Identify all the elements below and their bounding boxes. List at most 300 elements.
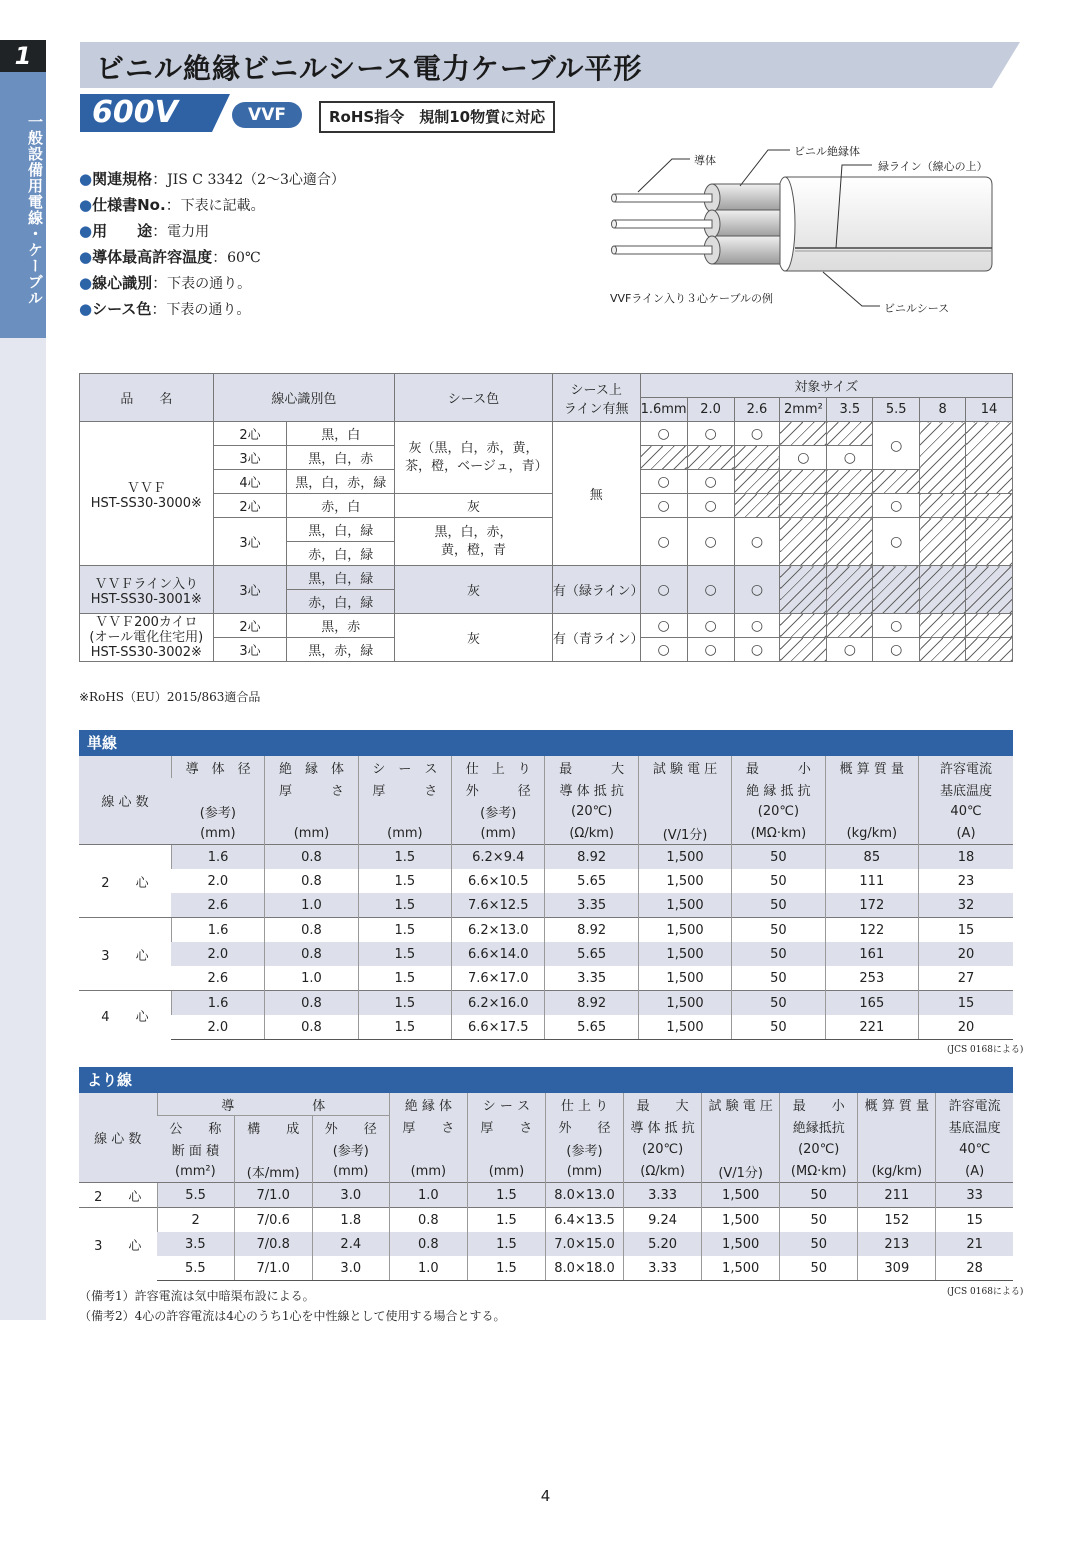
table-cell: 1.6 (171, 991, 264, 1016)
core-count: 3心 (213, 446, 287, 470)
header-core-color: 線心識別色 (213, 374, 394, 422)
table-cell: 7/0.6 (234, 1208, 312, 1233)
table-cell: 20 (919, 1015, 1013, 1040)
table-cell: 50 (732, 991, 825, 1016)
diagram-caption: VVFライン入り３心ケーブルの例 (610, 292, 774, 305)
h-res: (Ω/km) (624, 1160, 702, 1183)
h-od: 仕 上 り (452, 756, 545, 778)
na-cell (873, 470, 920, 494)
h-weight: (kg/km) (858, 1160, 936, 1183)
table-row (79, 1208, 1013, 1233)
table-cell: 85 (825, 845, 918, 870)
header-product-name: 品 名 (80, 374, 214, 422)
table-cell: 1,500 (638, 893, 731, 918)
table-cell: 50 (732, 1015, 825, 1040)
table-cell: 7/1.0 (234, 1183, 312, 1208)
h-area: 断 面 積 (157, 1138, 234, 1160)
h-sheath: 厚 さ (467, 1116, 545, 1139)
label-green-line: 緑ライン（線心の上） (878, 160, 988, 173)
table-cell: 6.2×16.0 (452, 991, 545, 1016)
table-cell: 122 (825, 918, 918, 943)
table-cell: 1.0 (265, 966, 358, 991)
table-cell: 152 (858, 1208, 936, 1233)
label-insulator: ビニル絶縁体 (794, 145, 860, 158)
table-cell: 3.33 (624, 1183, 702, 1208)
table-cell: 1,500 (638, 966, 731, 991)
avail-mark: ○ (687, 566, 734, 614)
table-cell: 1,500 (638, 991, 731, 1016)
h-ins: 絶 縁 体 (389, 1093, 467, 1116)
table-cell: 1.5 (467, 1256, 545, 1281)
h-ins: (mm) (265, 822, 358, 845)
avail-mark: ○ (734, 422, 780, 446)
na-cell (827, 566, 873, 614)
h-volt: 試 験 電 圧 (702, 1093, 780, 1116)
spec-item: ●導体最高許容温度：60℃ (79, 248, 261, 266)
na-cell (966, 494, 1013, 518)
avail-mark: ○ (640, 638, 687, 662)
table-cell: 8.92 (545, 918, 638, 943)
table-cell: 1,500 (638, 942, 731, 966)
section-solid-title: 単線 (79, 730, 1013, 756)
table-cell: 9.24 (624, 1208, 702, 1233)
table-cell: 1,500 (702, 1256, 780, 1281)
table-cell: 211 (858, 1183, 936, 1208)
table-cell: 1.5 (358, 893, 451, 918)
table-row (79, 893, 1013, 918)
table-cell: 1,500 (702, 1183, 780, 1208)
na-cell (966, 638, 1013, 662)
table-cell: 1,500 (638, 845, 731, 870)
sheath-gray: 灰 (395, 566, 553, 614)
spec-item: ●線心識別：下表の通り。 (79, 274, 252, 292)
vvf-badge: VVF (232, 102, 302, 128)
core-colors: 黒，白 (287, 422, 395, 446)
na-cell (780, 614, 827, 638)
na-cell (780, 638, 827, 662)
h-weight: (kg/km) (825, 822, 918, 845)
side-tab (0, 40, 46, 1320)
table-cell: 1.0 (265, 893, 358, 918)
chapter-label: 一般設備用電線・ケーブル (0, 72, 46, 338)
table-cell: 3.0 (312, 1183, 389, 1208)
table-cell: 50 (780, 1256, 858, 1281)
na-cell (827, 614, 873, 638)
table-cell: 18 (919, 845, 1013, 870)
size-header: 3.5 (827, 398, 873, 422)
table-row (79, 1015, 1013, 1040)
table-cell: 50 (732, 845, 825, 870)
h-sheath: (mm) (467, 1160, 545, 1183)
table-cell: 2.6 (207, 970, 229, 986)
label-conductor: 導体 (694, 154, 716, 167)
table-cell: 27 (919, 966, 1013, 991)
avail-mark: ○ (687, 638, 734, 662)
table-row (79, 991, 1013, 1016)
h-sheath: シ ー ス (358, 756, 451, 778)
h-cond-od: (mm) (312, 1160, 389, 1183)
table-cell: 5.65 (545, 1015, 638, 1040)
table-cell: 7/1.0 (234, 1256, 312, 1281)
h-res: 導 体 抵 抗 (624, 1116, 702, 1139)
table-cell: 28 (936, 1256, 1013, 1281)
table-row (79, 1232, 1013, 1256)
h-sheath: 厚 さ (358, 778, 451, 800)
table-cell: 32 (919, 893, 1013, 918)
table-cell: 1,500 (638, 869, 731, 893)
avail-mark: ○ (734, 638, 780, 662)
size-header: 14 (966, 398, 1013, 422)
table-cell: 3.5 (157, 1232, 234, 1256)
table-cell: 20 (919, 942, 1013, 966)
avail-mark: ○ (640, 470, 687, 494)
h-ir: 絶 縁 抵 抗 (732, 778, 825, 800)
h-ir: (MΩ·km) (780, 1160, 858, 1183)
remark-2: （備考2）4心の許容電流は4心のうち1心を中性線として使用する場合とする。 (79, 1309, 506, 1323)
h-od: (参考) (545, 1138, 623, 1160)
table-cell: 3.33 (624, 1256, 702, 1281)
table-cell: 8.0×13.0 (545, 1183, 623, 1208)
sheath-gray: 灰 (395, 614, 553, 662)
h-ins: 絶 縁 体 (265, 756, 358, 778)
avail-mark: ○ (687, 518, 734, 566)
table-cell: 1.5 (358, 1015, 451, 1040)
na-cell (734, 494, 780, 518)
avail-mark: ○ (640, 422, 687, 446)
h-amp: (A) (919, 822, 1013, 845)
table-cell: 5.65 (545, 942, 638, 966)
table-cell: 6.2×9.4 (452, 845, 545, 870)
h-od: 外 径 (545, 1116, 623, 1139)
avail-mark: ○ (640, 518, 687, 566)
na-cell (734, 470, 780, 494)
h-cores: 線 心 数 (79, 756, 171, 845)
solid-table (79, 756, 1013, 1040)
avail-mark: ○ (827, 638, 873, 662)
table-cell: 0.8 (265, 869, 358, 893)
size-header: 2.6 (734, 398, 780, 422)
avail-mark: ○ (687, 494, 734, 518)
h-weight: 概 算 質 量 (825, 756, 918, 778)
na-cell (827, 494, 873, 518)
stranded-jcs-note: (JCS 0168による) (947, 1287, 1024, 1297)
page-number: 4 (540, 1487, 551, 1505)
h-amp: (A) (936, 1160, 1013, 1183)
table-cell: 1.0 (389, 1256, 467, 1281)
avail-mark: ○ (640, 614, 687, 638)
na-cell (920, 638, 966, 662)
table-cell: 1.5 (467, 1208, 545, 1233)
core-count: 2心 (213, 494, 287, 518)
h-cond-od: 外 径 (312, 1116, 389, 1139)
h-ins: (mm) (389, 1160, 467, 1183)
section-stranded-title: より線 (79, 1067, 1013, 1093)
na-cell (920, 422, 966, 494)
na-cell (920, 566, 966, 614)
core-colors: 黒，白，赤，緑 (287, 470, 395, 494)
h-amp: 基底温度 (919, 778, 1013, 800)
core-colors: 黒，白，赤 (287, 446, 395, 470)
size-header: 2mm² (780, 398, 827, 422)
table-cell: 5.20 (624, 1232, 702, 1256)
sheath-gray: 灰 (395, 494, 553, 518)
table-cell: 0.8 (389, 1208, 467, 1233)
header-sizes: 対象サイズ (640, 374, 1012, 398)
table-cell: 3.0 (312, 1256, 389, 1281)
spec-list (79, 166, 345, 322)
size-header: 5.5 (873, 398, 920, 422)
h-amp: 40℃ (919, 800, 1013, 822)
table-cell: 8.92 (545, 845, 638, 870)
avail-mark: ○ (640, 566, 687, 614)
table-row (79, 942, 1013, 966)
core-count: 3心 (213, 638, 287, 662)
na-cell (780, 494, 827, 518)
table-cell: 0.8 (265, 991, 358, 1016)
na-cell (780, 566, 827, 614)
core-count-label: 4 心 (79, 991, 171, 1040)
table-cell: 5.5 (157, 1256, 234, 1281)
table-cell: 1.6 (171, 918, 264, 943)
na-cell (920, 518, 966, 566)
table-cell: 2.0 (171, 942, 264, 966)
core-colors: 赤，白，緑 (287, 542, 395, 566)
na-cell (966, 518, 1013, 566)
h-ir: (20℃) (732, 800, 825, 822)
spec-item: ●シース色：下表の通り。 (79, 300, 251, 318)
table-cell: 1,500 (638, 1015, 731, 1040)
h-res: 最 大 (545, 756, 638, 778)
table-cell: 1.5 (358, 966, 451, 991)
table-cell: 2.0 (171, 1015, 264, 1040)
table-cell: 1.5 (358, 942, 451, 966)
table-cell: 1,500 (638, 918, 731, 943)
core-colors: 黒，白，緑 (287, 518, 395, 542)
na-cell (920, 614, 966, 638)
avail-mark: ○ (780, 446, 827, 470)
table-cell: 3.35 (545, 893, 638, 918)
table-cell: 165 (825, 991, 918, 1016)
table-cell: 6.4×13.5 (545, 1208, 623, 1233)
table-cell: 50 (732, 893, 825, 918)
h-conductor: 導 体 (157, 1093, 389, 1116)
na-cell (966, 566, 1013, 614)
avail-mark: ○ (827, 446, 873, 470)
chapter-number: 1 (0, 40, 46, 72)
table-cell: 21 (936, 1232, 1013, 1256)
avail-mark: ○ (873, 638, 920, 662)
h-od: 仕 上 り (545, 1093, 623, 1116)
table-cell: 1.8 (312, 1208, 389, 1233)
label-sheath: ビニルシース (884, 302, 950, 315)
solid-jcs-note: (JCS 0168による) (947, 1045, 1024, 1055)
table-cell: 1.0 (389, 1183, 467, 1208)
table-cell: 161 (825, 942, 918, 966)
h-res: (20℃) (545, 800, 638, 822)
h-od: (mm) (452, 822, 545, 845)
table-cell: 50 (732, 869, 825, 893)
h-cond: (参考) (171, 800, 264, 822)
table-cell: 6.6×17.5 (452, 1015, 545, 1040)
table-cell: 1.5 (358, 869, 451, 893)
table-cell: 0.8 (265, 1015, 358, 1040)
sheath-multi2: 黒，白，赤，黄，橙，青 (395, 518, 553, 566)
page-title: ビニル絶縁ビニルシース電力ケーブル平形 (96, 52, 643, 85)
h-ir: 絶縁抵抗 (780, 1116, 858, 1139)
core-count: 2心 (213, 422, 287, 446)
table-cell: 8.92 (545, 991, 638, 1016)
table-cell: 7/0.8 (234, 1232, 312, 1256)
size-header: 2.0 (687, 398, 734, 422)
table-cell: 7.6×17.0 (452, 966, 545, 991)
header-sheath-color: シース色 (395, 374, 553, 422)
line-green: 有（緑ライン） (552, 566, 640, 614)
table-cell: 2 (157, 1208, 234, 1233)
table-cell: 15 (919, 918, 1013, 943)
h-cond: 導 体 径 (171, 756, 264, 778)
avail-mark: ○ (687, 470, 734, 494)
product-kairo: ＶＶＦ200カイロ (オール電化住宅用) HST-SS30-3002※ (80, 614, 214, 662)
na-cell (734, 446, 780, 470)
h-strand: 構 成 (234, 1116, 312, 1139)
table-cell: 7.6×12.5 (452, 893, 545, 918)
h-res: 導 体 抵 抗 (545, 778, 638, 800)
table-cell: 7.0×15.0 (545, 1232, 623, 1256)
avail-mark: ○ (734, 566, 780, 614)
table-cell: 6.6×10.5 (452, 869, 545, 893)
h-res: (Ω/km) (545, 822, 638, 845)
rohs-box: RoHS指令 規制10物質に対応 (319, 101, 555, 133)
line-blue: 有（青ライン） (552, 614, 640, 662)
size-header: 1.6mm (640, 398, 687, 422)
remark-1: （備考1）許容電流は気中暗渠布設による。 (79, 1289, 315, 1303)
product-vvf: ＶＶＦ HST-SS30-3000※ (80, 422, 214, 566)
table-cell: 1,500 (702, 1208, 780, 1233)
table-cell: 111 (825, 869, 918, 893)
table-cell: 1,500 (702, 1232, 780, 1256)
na-cell (827, 518, 873, 566)
table-row (79, 1183, 1013, 1208)
na-cell (966, 422, 1013, 494)
na-cell (920, 494, 966, 518)
rohs-note: ※RoHS（EU）2015/863適合品 (79, 690, 261, 704)
header-line: シース上 ライン有無 (552, 374, 640, 422)
size-header: 8 (920, 398, 966, 422)
h-cores: 線 心 数 (79, 1093, 157, 1183)
table-cell: 0.8 (265, 942, 358, 966)
core-count-label: 3 心 (79, 1208, 157, 1281)
na-cell (640, 446, 687, 470)
core-colors: 黒，赤，緑 (287, 638, 395, 662)
core-count: 4心 (213, 470, 287, 494)
core-colors: 赤，白，緑 (287, 590, 395, 614)
stranded-table (79, 1093, 1013, 1281)
h-volt: 試 験 電 圧 (638, 756, 731, 778)
table-cell: 5.65 (545, 869, 638, 893)
h-amp: 40℃ (936, 1138, 1013, 1160)
h-cond: (mm) (171, 822, 264, 845)
table-cell: 1.5 (358, 918, 451, 943)
avail-mark: ○ (734, 518, 780, 566)
table-cell: 0.8 (265, 918, 358, 943)
h-res: 最 大 (624, 1093, 702, 1116)
table-cell: 50 (732, 918, 825, 943)
table-cell: 6.2×13.0 (452, 918, 545, 943)
line-none: 無 (552, 422, 640, 566)
table-cell: 15 (936, 1208, 1013, 1233)
table-cell: 50 (780, 1183, 858, 1208)
core-count: 2心 (213, 614, 287, 638)
table-cell: 2.6 (171, 893, 264, 918)
table-cell: 5.5 (157, 1183, 234, 1208)
h-ir: 最 小 (780, 1093, 858, 1116)
table-cell: 50 (780, 1232, 858, 1256)
table-row (79, 869, 1013, 893)
h-od: 外 径 (452, 778, 545, 800)
table-cell: 172 (825, 893, 918, 918)
table-cell: 50 (732, 942, 825, 966)
na-cell (780, 470, 827, 494)
h-ir: (20℃) (780, 1138, 858, 1160)
core-count-label: 2 心 (79, 845, 171, 918)
table-cell: 1.5 (358, 991, 451, 1016)
na-cell (966, 614, 1013, 638)
table-cell: 221 (825, 1015, 918, 1040)
h-ir: (MΩ·km) (732, 822, 825, 845)
h-cond-od: (参考) (312, 1138, 389, 1160)
table-cell: 1.5 (358, 845, 451, 870)
table-cell: 0.8 (265, 845, 358, 870)
table-cell: 6.6×14.0 (452, 942, 545, 966)
spec-item: ●用 途：電力用 (79, 222, 210, 240)
table-cell: 33 (936, 1183, 1013, 1208)
h-ir: 最 小 (732, 756, 825, 778)
avail-mark: ○ (873, 518, 920, 566)
table-cell: 50 (780, 1208, 858, 1233)
avail-mark: ○ (687, 422, 734, 446)
table-cell: 309 (858, 1256, 936, 1281)
core-count-label: 3 心 (79, 918, 171, 991)
avail-mark: ○ (687, 614, 734, 638)
table-cell: 1.6 (171, 845, 264, 870)
table-cell: 1.5 (467, 1183, 545, 1208)
table-row (79, 966, 1013, 991)
na-cell (687, 446, 734, 470)
na-cell (780, 518, 827, 566)
table-cell: 1.5 (467, 1232, 545, 1256)
avail-mark: ○ (640, 494, 687, 518)
table-row (79, 918, 1013, 943)
sheath-multi: 灰（黒，白，赤，黄，茶，橙，ベージュ，青） (395, 422, 553, 494)
product-table (79, 373, 1013, 662)
table-cell: 23 (919, 869, 1013, 893)
h-volt: (V/1分) (638, 822, 731, 845)
spec-item: ●仕様書No.：下表に記載。 (79, 196, 265, 214)
core-count: 3心 (213, 518, 287, 566)
h-res: (20℃) (624, 1138, 702, 1160)
avail-mark: ○ (734, 614, 780, 638)
cable-diagram (600, 140, 1020, 325)
h-area: (mm²) (157, 1160, 234, 1183)
h-od: (参考) (452, 800, 545, 822)
h-sheath: (mm) (358, 822, 451, 845)
h-weight: 概 算 質 量 (858, 1093, 936, 1116)
core-count: 3心 (213, 566, 287, 614)
table-cell: 50 (732, 966, 825, 991)
h-strand: (本/mm) (234, 1160, 312, 1183)
h-volt: (V/1分) (702, 1160, 780, 1183)
h-amp: 基底温度 (936, 1116, 1013, 1139)
